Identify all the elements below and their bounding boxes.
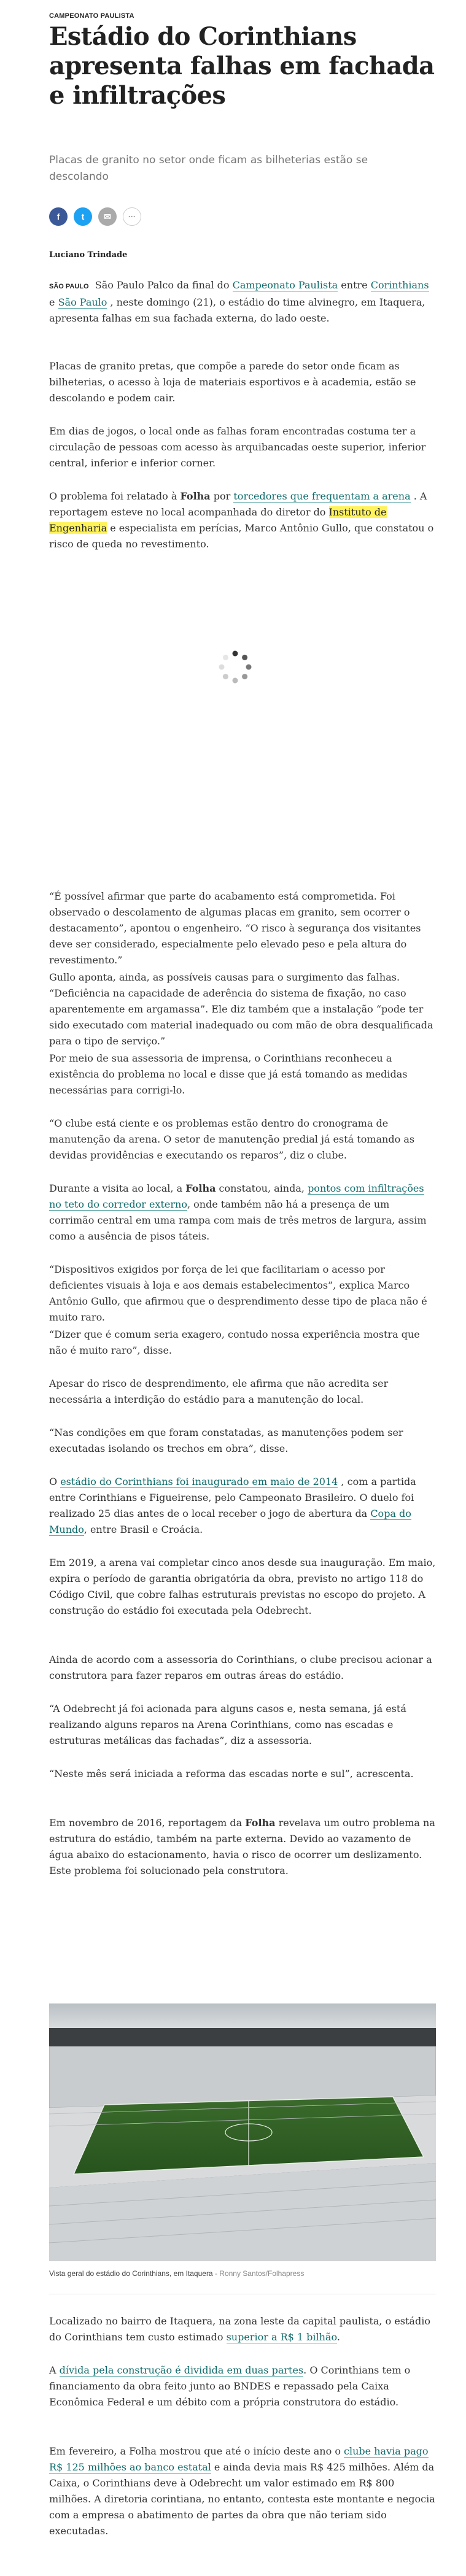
link-campeonato-paulista[interactable]: Campeonato Paulista — [232, 279, 338, 291]
paragraph-4: O problema foi relatado à Folha por torcedores que frequentam a arena . A reportagem esteve no local acompanhada do diretor do Instituto de Engenharia e especialista em perícias, Marco Antônio Gullo, que constatou o risco de queda no revestimento. — [49, 490, 434, 550]
link-copa-do-mundo[interactable]: Copa do Mundo — [49, 1508, 411, 1535]
photo-caption: Vista geral do estádio do Corinthians, em Itaquera - Ronny Santos/Folhapress — [49, 2269, 305, 2278]
paragraph-8: “O clube está ciente e os problemas estão dentro do cronograma de manutenção da arena. O setor de manutenção predial já está tomando as devidas providências e executando os reparos”, diz o clube. — [49, 1117, 415, 1161]
paragraph-13: “Nas condições em que foram constatadas, as manutenções podem ser executadas isolando os trechos em obra”, disse. — [49, 1427, 403, 1454]
link-corinthians[interactable]: Corinthians — [370, 279, 429, 291]
paragraph-11: “Dizer que é comum seria exagero, contudo nossa experiência mostra que não é muito raro”, disse. — [49, 1328, 420, 1356]
paragraph-19: Em novembro de 2016, reportagem da Folha revelava um outro problema na estrutura do estádio, também na parte externa. Devido ao vazamento de água abaixo do estacionamento, havia o risco de ocorrer um deslizamento. Este problema foi solucionado pela construtora. — [49, 1817, 435, 1876]
paragraph-2: Placas de granito pretas, que compõe a parede do setor onde ficam as bilheterias, o acesso à loja de materiais esportivos e à academia, estão se descolando e podem cair. — [49, 360, 416, 404]
paragraph-1: SÃO PAULO São Paulo Palco da final do Campeonato Paulista entre Corinthians e São Paulo , neste domingo (21), o estádio do time alvinegro, em Itaquera, apresenta falhas em sua fachada externa, do lado oeste. — [49, 279, 429, 324]
paragraph-22: Em fevereiro, a Folha mostrou que até o início deste ano o clube havia pago R$ 125 milhões ao banco estatal e ainda devia mais R$ 425 milhões. Além da Caixa, o Corinthians deve à Odebrecht um valor estimado em R$ 800 milhões. A diretoria corintiana, no entanto, contesta este montante e negocia com a empresa o abatimento de partes da obra que não teriam sido executadas. — [49, 2445, 435, 2537]
highlight-instituto-engenharia: Instituto de Engenharia — [49, 506, 387, 534]
paragraph-17: “A Odebrecht já foi acionada para alguns casos e, nesta semana, já está realizando alguns reparos na Arena Corinthians, como nas escadas e estruturas metálicas das fachadas”, diz a assessoria. — [49, 1703, 406, 1746]
link-torcedores[interactable]: torcedores que frequentam a arena — [233, 490, 411, 502]
facebook-icon[interactable]: f — [49, 207, 68, 226]
paragraph-14: O estádio do Corinthians foi inaugurado em maio de 2014 , com a partida entre Corinthians e Figueirense, pelo Campeonato Brasileiro. O duelo foi realizado 25 dias antes de o local receber o jogo de abertura da Copa do Mundo, entre Brasil e Croácia. — [49, 1476, 416, 1535]
paragraph-7: Por meio de sua assessoria de imprensa, o Corinthians reconheceu a existência do problema no local e disse que já está tomando as medidas necessárias para corrigi-lo. — [49, 1052, 408, 1096]
share-bar — [49, 207, 141, 226]
more-share-icon[interactable]: ··· — [123, 207, 141, 226]
dateline-city: SÃO PAULO — [49, 283, 89, 290]
headline: Estádio do Corinthians apresenta falhas em fachada e infiltrações — [49, 22, 435, 110]
paragraph-9: Durante a visita ao local, a Folha constatou, ainda, pontos com infiltrações no teto do corredor externo, onde também não há a presença de um corrimão central em uma rampa com mais de três metros de largura, assim como a ausência de pisos táteis. — [49, 1182, 427, 1242]
paragraph-5: “É possível afirmar que parte do acabamento está comprometida. Foi observado o descolamento de algumas placas em granito, sem ocorrer o destacamento”, apontou o engenheiro. “O risco à segurança dos visitantes deve ser considerado, especialmente pelo elevado peso e pela altura do revestimento.” — [49, 890, 421, 966]
paragraph-10: “Dispositivos exigidos por força de lei que facilitariam o acesso por deficientes visuais à loja e aos demais estabelecimentos”, explica Marco Antônio Gullo, que afirmou que o desprendimento desse tipo de placa não é muito raro. — [49, 1263, 427, 1323]
paragraph-18: “Neste mês será iniciada a reforma das escadas norte e sul”, acrescenta. — [49, 1768, 414, 1780]
author-name[interactable]: Luciano Trindade — [49, 250, 128, 260]
link-sao-paulo[interactable]: São Paulo — [58, 296, 107, 308]
twitter-icon[interactable]: t — [74, 207, 92, 226]
paragraph-15: Em 2019, a arena vai completar cinco anos desde sua inauguração. Em maio, expira o período de garantia obrigatória da obra, previsto no artigo 118 do Código Civil, que cobre falhas estruturais previstas no escopo do projeto. A construção do estádio foi executada pela Odebrecht. — [49, 1557, 436, 1616]
paragraph-12: Apesar do risco de desprendimento, ele afirma que não acredita ser necessária a interdição do estádio para a manutenção do local. — [49, 1378, 389, 1405]
paragraph-3: Em dias de jogos, o local onde as falhas foram encontradas costuma ter a circulação de pessoas com acesso às arquibancadas oeste superior, inferior central, inferior e inferior corner. — [49, 425, 426, 469]
link-clube-pago[interactable]: clube havia pago R$ 125 milhões ao banco estatal — [49, 2445, 429, 2473]
stadium-photo[interactable] — [49, 2003, 436, 2261]
paragraph-20: Localizado no bairro de Itaquera, na zona leste da capital paulista, o estádio do Corinthians tem custo estimado superior a R$ 1 bilhão. — [49, 2315, 430, 2343]
kicker[interactable]: CAMPEONATO PAULISTA — [49, 12, 134, 20]
paragraph-21: A dívida pela construção é dividida em duas partes. O Corinthians tem o financiamento da obra feito junto ao BNDES e repassado pela Caixa Econômica Federal e um débito com a própria construtora do estádio. — [49, 2364, 411, 2408]
link-divida-construcao[interactable]: dívida pela construção é dividida em duas partes — [59, 2364, 304, 2376]
link-custo-estadio[interactable]: superior a R$ 1 bilhão — [226, 2331, 337, 2343]
email-icon[interactable]: ✉ — [98, 207, 117, 226]
paragraph-16: Ainda de acordo com a assessoria do Corinthians, o clube precisou acionar a construtora para fazer reparos em outras áreas do estádio. — [49, 1654, 432, 1681]
paragraph-6: Gullo aponta, ainda, as possíveis causas para o surgimento das falhas. “Deficiência na capacidade de aderência do sistema de fixação, no caso aparentemente em argamassa”. Ele diz também que a instalação “pode ter sido executado com material inadequado ou com mão de obra desqualificada para o tipo de serviço.” — [49, 971, 433, 1047]
link-infiltracoes[interactable]: pontos com infiltrações no teto do corredor externo — [49, 1182, 424, 1210]
link-estadio-inaugurado[interactable]: estádio do Corinthians foi inaugurado em maio de 2014 — [60, 1476, 338, 1487]
photo-credit: - Ronny Santos/Folhapress — [212, 2269, 305, 2278]
subheadline: Placas de granito no setor onde ficam as bilheterias estão se descolando — [49, 154, 368, 183]
stadium-image — [49, 2003, 436, 2261]
loading-spinner-icon — [217, 649, 254, 685]
